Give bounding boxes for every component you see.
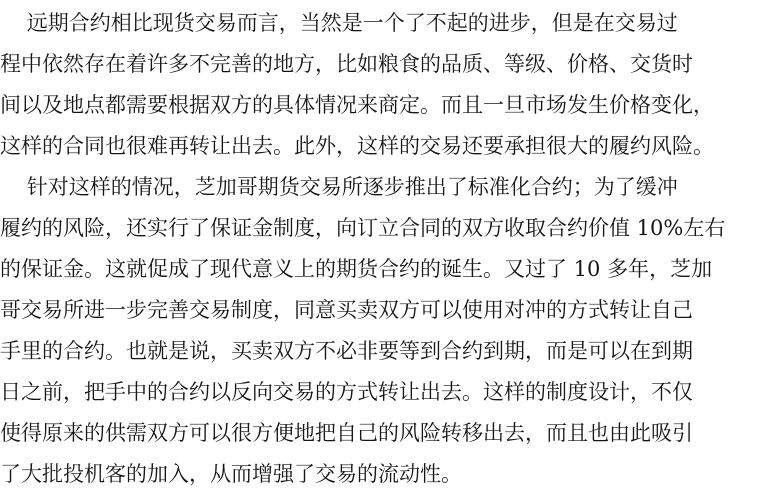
- paragraph-line: 针对这样的情况，芝加哥期货交易所逐步推出了标准化合约；为了缓冲: [0, 175, 678, 199]
- paragraph-line: 间以及地点都需要根据双方的具体情况来商定。而且一旦市场发生价格变化，: [0, 93, 714, 117]
- paragraph-line: 的保证金。这就促成了现代意义上的期货合约的诞生。又过了 10 多年，芝加: [0, 257, 713, 281]
- paragraph-line: 远期合约相比现货交易而言，当然是一个了不起的进步，但是在交易过: [0, 11, 678, 35]
- paragraph-line: 手里的合约。也就是说，买卖双方不必非要等到合约到期，而是可以在到期: [0, 339, 693, 363]
- paragraph-line: 了大批投机客的加入，从而增强了交易的流动性。: [0, 462, 462, 486]
- paragraph-line: 哥交易所进一步完善交易制度，同意买卖双方可以使用对冲的方式转让自己: [0, 298, 693, 322]
- paragraph-line: 日之前，把手中的合约以反向交易的方式转让出去。这样的制度设计，不仅: [0, 380, 693, 404]
- paragraph-line: 履约的风险，还实行了保证金制度，向订立合同的双方收取合约价值 10%左右: [0, 216, 726, 240]
- paragraph-line: 程中依然存在着许多不完善的地方，比如粮食的品质、等级、价格、交货时: [0, 52, 693, 76]
- paragraph-line: 使得原来的供需双方可以很方便地把自己的风险转移出去，而且也由此吸引: [0, 421, 693, 445]
- paragraph-line: 这样的合同也很难再转让出去。此外，这样的交易还要承担很大的履约风险。: [0, 134, 714, 158]
